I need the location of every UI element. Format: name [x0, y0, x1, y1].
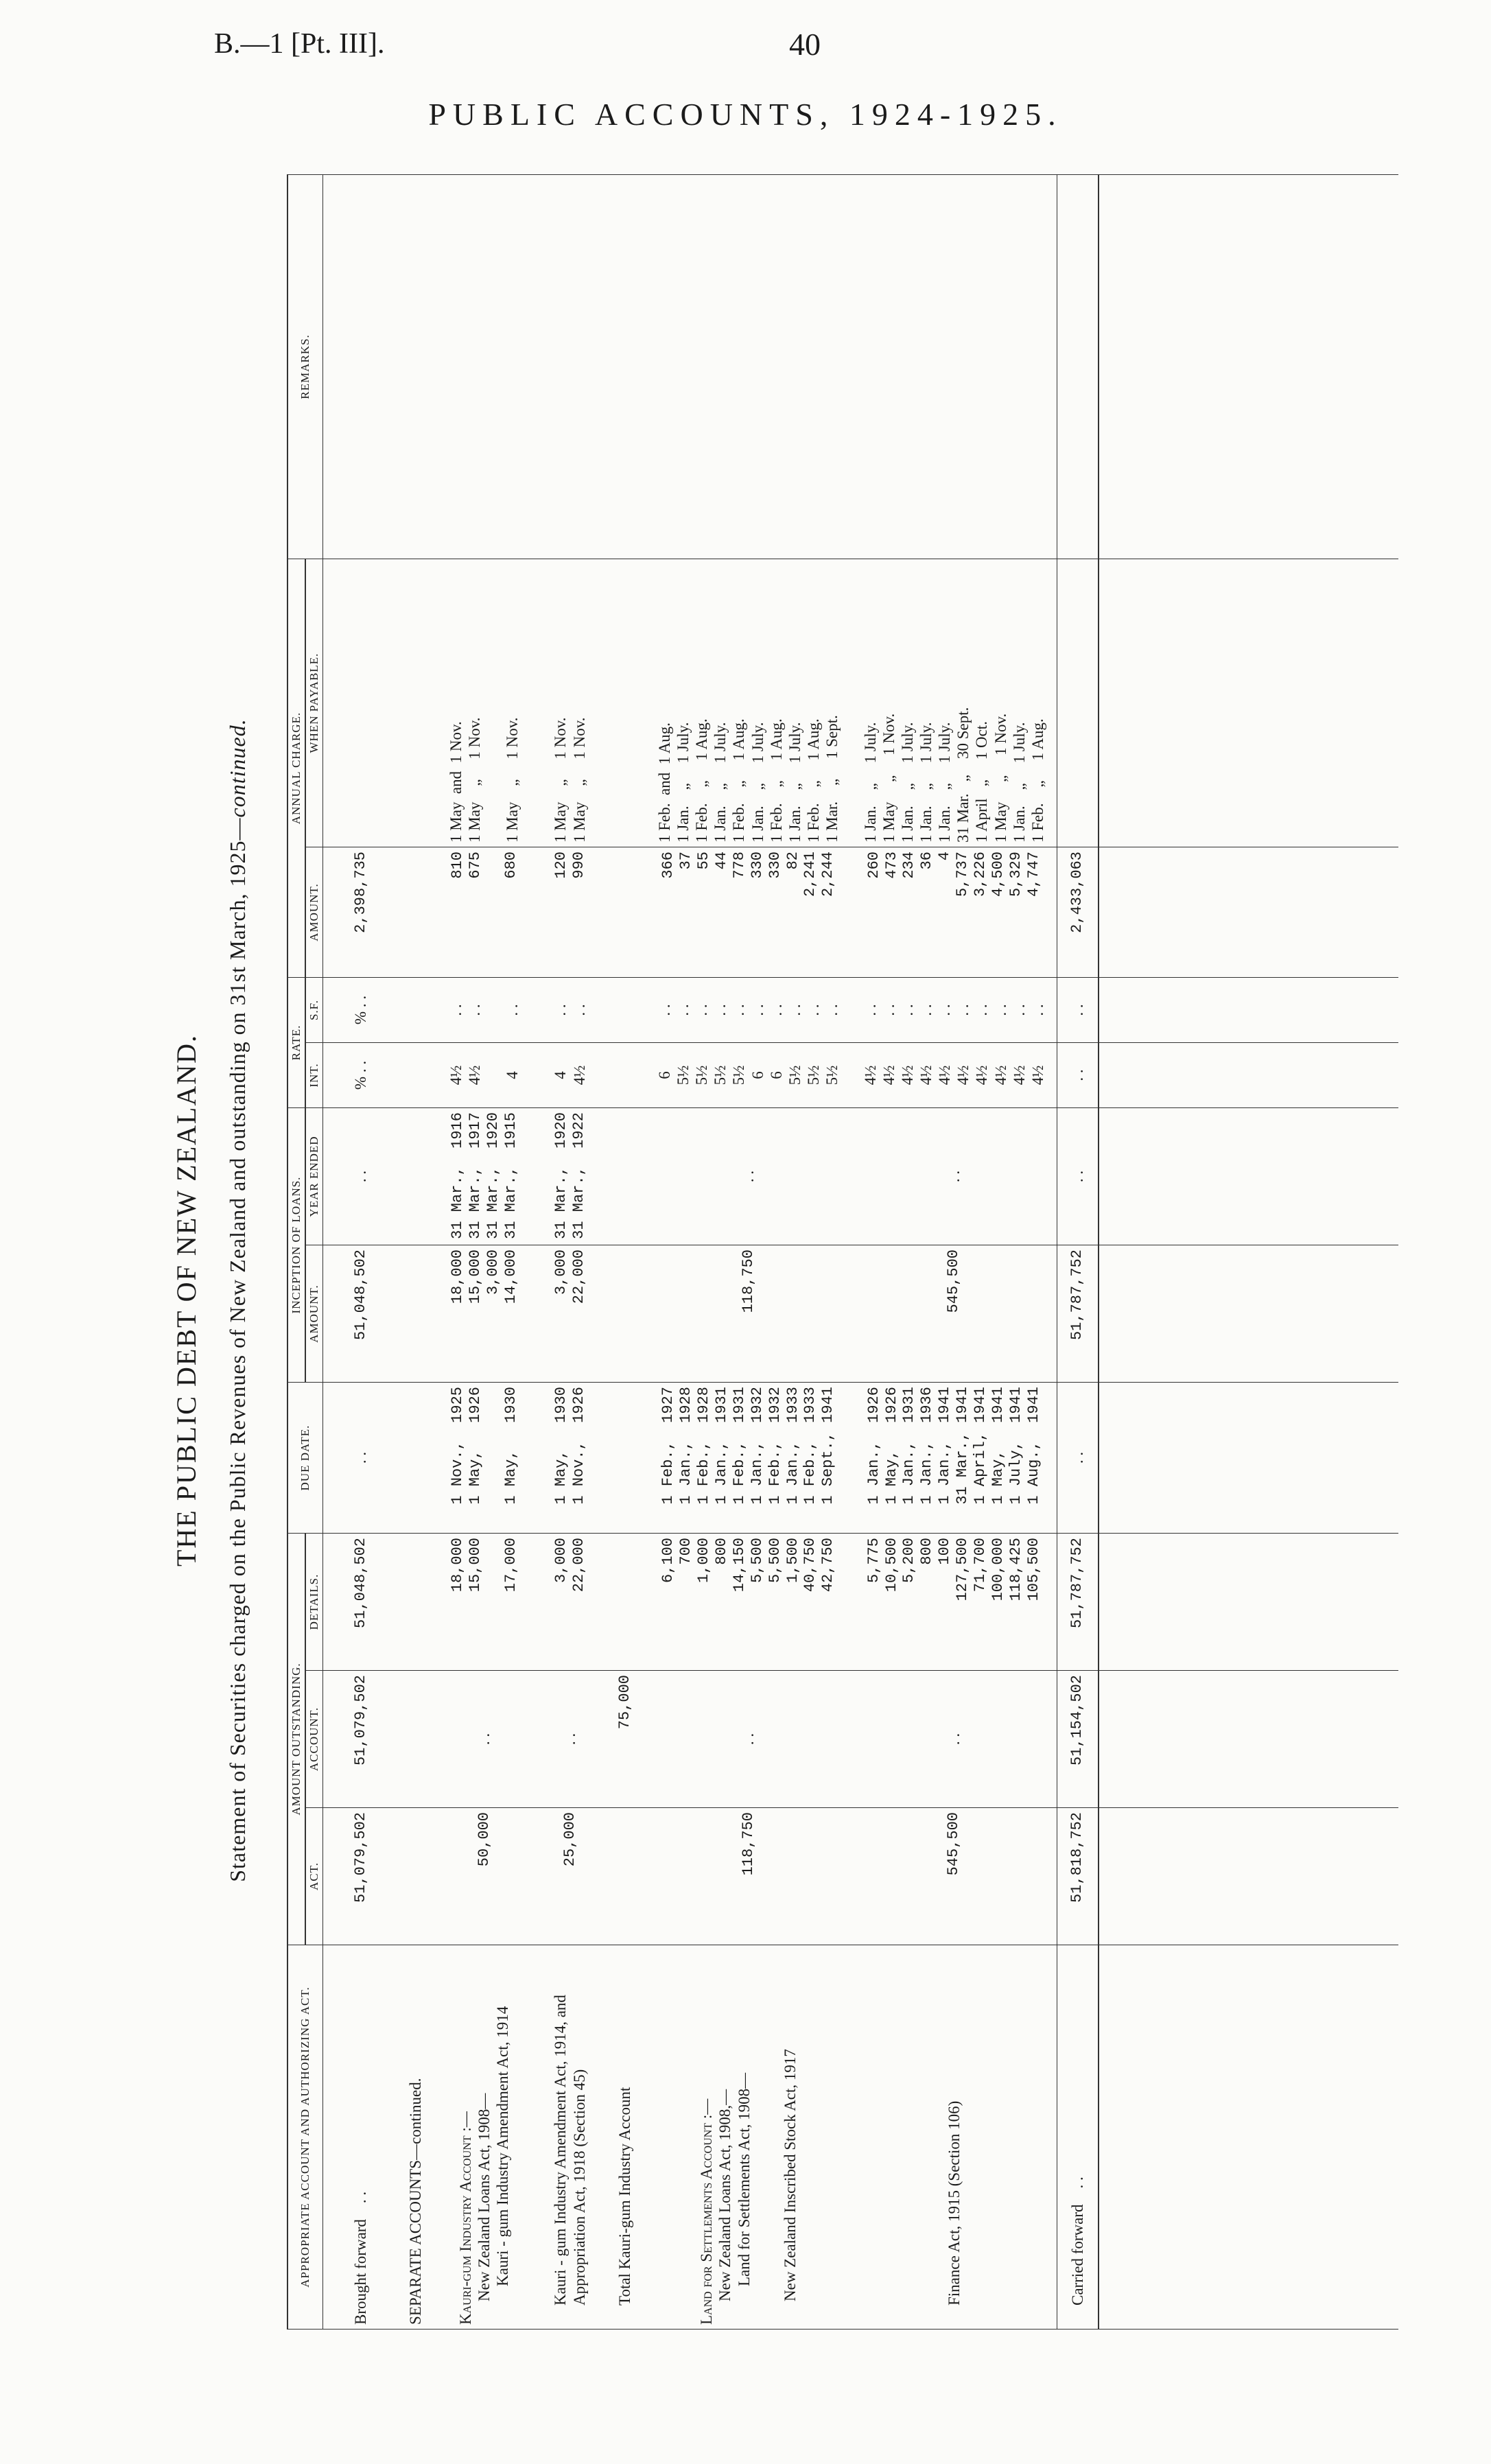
empty-cell	[1099, 1945, 1398, 2330]
empty-cell	[1099, 1043, 1398, 1108]
act-cell: 118,750	[646, 1808, 852, 1945]
empty-cell	[1099, 1534, 1398, 1671]
act-line: Kauri - gum Industry Amendment Act, 1914	[494, 2006, 512, 2286]
sf-cell: . . . . . .	[433, 978, 536, 1043]
empty-cell	[1099, 847, 1398, 978]
amount-cell: 118,750	[646, 1245, 852, 1383]
int-cell: . .	[1057, 1043, 1099, 1108]
table-row	[646, 175, 852, 2330]
int-cell: 6 5½ 5½ 5½ 5½ 6 6 5½ 5½ 5½	[646, 1043, 852, 1108]
empty-cell	[399, 847, 433, 978]
empty-cell	[399, 978, 433, 1043]
empty-cell	[399, 1108, 433, 1245]
statement-subtitle	[225, 168, 250, 2432]
amount-cell: 51,048,502	[323, 1245, 399, 1383]
col-when-payable: WHEN PAYABLE.	[305, 559, 323, 847]
when-cell: 1 May and 1 Nov. 1 May „ 1 Nov. 1 May „ 1 Nov.	[433, 559, 536, 847]
account-cell: . .	[646, 1671, 852, 1808]
row-label-text: Carried forward	[1068, 2204, 1086, 2305]
act-cell: 25,000	[536, 1808, 604, 1945]
due-cell: 1 Jan., 1926 1 May, 1926 1 Jan., 1931 1 Jan., 1936 1 Jan., 1941 31 Mar., 1941 1 April, 1941 1 May, 1941 1 July, 1941 1 Aug., 1941	[852, 1383, 1057, 1534]
act-line: New Zealand Loans Act, 1908—	[476, 2093, 493, 2301]
sf-cell: . .	[1057, 978, 1099, 1043]
table-row	[433, 175, 536, 2330]
empty-cell	[604, 847, 646, 978]
empty-cell	[604, 1383, 646, 1534]
table-row	[323, 175, 399, 2330]
empty-cell	[604, 1808, 646, 1945]
remarks-cell	[323, 175, 399, 559]
empty-cell	[399, 175, 433, 559]
empty-cell	[604, 1043, 646, 1108]
table-row	[852, 175, 1057, 2330]
empty-cell	[604, 978, 646, 1043]
charge-cell: 366 37 55 44 778 330 330 82 2,241 2,244	[646, 847, 852, 978]
due-cell: 1 Nov., 1925 1 May, 1926 1 May, 1930	[433, 1383, 536, 1534]
empty-cell	[604, 1245, 646, 1383]
public-debt-table	[287, 174, 1398, 2330]
leader-dots: . .	[352, 2191, 370, 2204]
act-line: New Zealand Loans Act, 1908,—	[716, 2089, 734, 2301]
act-cell: 545,500	[852, 1808, 1057, 1945]
year-cell: . .	[1057, 1108, 1099, 1245]
table-row	[1057, 175, 1099, 2330]
act-cell: 51,079,502	[323, 1808, 399, 1945]
empty-cell	[399, 1043, 433, 1108]
act-line: New Zealand Inscribed Stock Act, 1917	[781, 2049, 799, 2301]
int-cell: 4 4½	[536, 1043, 604, 1108]
statement-subtitle-continued: continued.	[225, 718, 250, 818]
section-label: SEPARATE ACCOUNTS—continued.	[399, 1945, 433, 2330]
table-row	[536, 175, 604, 2330]
when-cell: 1 Jan. „ 1 July. 1 May „ 1 Nov. 1 Jan. „ 1 July. 1 Jan. „ 1 July. 1 Jan. „ 1 July. 31 Mar. „ 30 Sept. 1 April „ 1 Oct. 1 May „ 1 Nov. 1 Jan. „ 1 July. 1 Feb. „ 1 Aug.	[852, 559, 1057, 847]
empty-cell	[1099, 1245, 1398, 1383]
year-cell: . .	[646, 1108, 852, 1245]
details-cell: 5,775 10,500 5,200 800 100 127,500 71,700 100,000 118,425 105,500	[852, 1534, 1057, 1671]
remarks-cell	[852, 175, 1057, 559]
int-cell: 4½ 4½ 4	[433, 1043, 536, 1108]
amount-cell: 18,000 15,000 3,000 14,000	[433, 1245, 536, 1383]
empty-cell	[399, 1671, 433, 1808]
empty-cell	[1099, 1108, 1398, 1245]
header-row-1	[287, 175, 305, 2330]
col-act: ACT.	[305, 1808, 323, 1945]
account-heading: Kauri-gum Industry Account :—	[456, 2111, 474, 2325]
sf-cell: . . . . . . . . . . . . . . . . . . . .	[646, 978, 852, 1043]
charge-cell: 120 990	[536, 847, 604, 978]
empty-cell	[604, 1108, 646, 1245]
row-label: Kauri - gum Industry Amendment Act, 1914, and Appropriation Act, 1918 (Section 45)	[536, 1945, 604, 2330]
year-cell: . .	[852, 1108, 1057, 1245]
charge-cell: 2,398,735	[323, 847, 399, 978]
account-cell: 51,079,502	[323, 1671, 399, 1808]
remarks-cell	[536, 175, 604, 559]
row-label	[323, 1945, 399, 2330]
amount-cell: 3,000 22,000	[536, 1245, 604, 1383]
row-label	[433, 1945, 536, 2330]
empty-cell	[399, 1245, 433, 1383]
col-annual-amount: AMOUNT.	[305, 847, 323, 978]
remarks-cell	[1057, 175, 1099, 559]
empty-cell	[399, 559, 433, 847]
row-label	[646, 1945, 852, 2330]
col-account: ACCOUNT.	[305, 1671, 323, 1808]
col-year-ended: YEAR ENDED	[305, 1108, 323, 1245]
empty-cell	[604, 559, 646, 847]
col-remarks: REMARKS.	[287, 175, 323, 559]
empty-cell	[1099, 1383, 1398, 1534]
due-cell: 1 May, 1930 1 Nov., 1926	[536, 1383, 604, 1534]
due-cell: 1 Feb., 1927 1 Jan., 1928 1 Feb., 1928 1 Jan., 1931 1 Feb., 1931 1 Jan., 1932 1 Feb., 1932 1 Jan., 1933 1 Feb., 1933 1 Sept., 1941	[646, 1383, 852, 1534]
empty-cell	[399, 1383, 433, 1534]
rotated-statement	[156, 168, 1433, 2432]
when-cell: 1 Feb. and 1 Aug. 1 Jan. „ 1 July. 1 Feb. „ 1 Aug. 1 Jan. „ 1 July. 1 Feb. „ 1 Aug. 1 Jan. „ 1 July. 1 Feb. „ 1 Aug. 1 Jan. „ 1 July. 1 Feb. „ 1 Aug. 1 Mar. „ 1 Sept.	[646, 559, 852, 847]
account-cell: . .	[536, 1671, 604, 1808]
int-cell: % . .	[323, 1043, 399, 1108]
sf-cell: . . . . . . . . . . . . . . . . . . . .	[852, 978, 1057, 1043]
col-sf: S.F.	[305, 978, 323, 1043]
details-cell: 3,000 22,000	[536, 1534, 604, 1671]
empty-cell	[1099, 559, 1398, 847]
account-heading: Land for Settlements Account :—	[698, 2098, 716, 2325]
details-cell: 6,100 700 1,000 800 14,150 5,500 5,500 1,500 40,750 42,750	[646, 1534, 852, 1671]
empty-cell	[399, 1534, 433, 1671]
statement-title: THE PUBLIC DEBT OF NEW ZEALAND.	[171, 1033, 202, 1567]
year-cell: 31 Mar., 1920 31 Mar., 1922	[536, 1108, 604, 1245]
empty-cell	[604, 175, 646, 559]
empty-cell	[1099, 978, 1398, 1043]
col-amount: AMOUNT.	[305, 1245, 323, 1383]
remarks-cell	[433, 175, 536, 559]
col-rate: RATE.	[287, 978, 305, 1108]
table-row	[399, 175, 433, 2330]
details-cell: 51,048,502	[323, 1534, 399, 1671]
due-cell: . .	[323, 1383, 399, 1534]
col-int: INT.	[305, 1043, 323, 1108]
account-cell: . .	[433, 1671, 536, 1808]
remarks-cell	[646, 175, 852, 559]
row-label	[1057, 1945, 1099, 2330]
account-cell: 75,000	[604, 1671, 646, 1808]
year-cell: . .	[323, 1108, 399, 1245]
empty-cell	[399, 1808, 433, 1945]
col-details: DETAILS.	[305, 1534, 323, 1671]
col-account-act: APPROPRIATE ACCOUNT AND AUTHORIZING ACT.	[287, 1945, 323, 2330]
page-title: PUBLIC ACCOUNTS, 1924-1925.	[428, 97, 1063, 132]
row-label: Finance Act, 1915 (Section 106)	[852, 1945, 1057, 2330]
row-label: Total Kauri-gum Industry Account	[604, 1945, 646, 2330]
act-cell: 51,818,752	[1057, 1808, 1099, 1945]
col-inception: INCEPTION OF LOANS.	[287, 1108, 305, 1383]
sf-cell: % . .	[323, 978, 399, 1043]
year-cell: 31 Mar., 1916 31 Mar., 1917 31 Mar., 1920 31 Mar., 1915	[433, 1108, 536, 1245]
act-line: Land for Settlements Act, 1908—	[735, 2072, 753, 2286]
amount-cell: 545,500	[852, 1245, 1057, 1383]
charge-cell: 810 675 680	[433, 847, 536, 978]
account-cell: . .	[852, 1671, 1057, 1808]
empty-cell	[1099, 175, 1398, 559]
table-row	[604, 175, 646, 2330]
row-label-text: Brought forward	[352, 2219, 370, 2325]
when-cell	[323, 559, 399, 847]
amount-cell: 51,787,752	[1057, 1245, 1099, 1383]
sf-cell: . . . .	[536, 978, 604, 1043]
page-header-left: B.—1 [Pt. III].	[214, 28, 385, 60]
details-cell: 51,787,752	[1057, 1534, 1099, 1671]
col-due-date: DUE DATE.	[287, 1383, 323, 1534]
account-cell: 51,154,502	[1057, 1671, 1099, 1808]
act-cell: 50,000	[433, 1808, 536, 1945]
col-annual-charge: ANNUAL CHARGE.	[287, 559, 305, 978]
charge-cell: 260 473 234 36 4 5,737 3,226 4,500 5,329 4,747	[852, 847, 1057, 978]
due-cell: . .	[1057, 1383, 1099, 1534]
empty-cell	[1099, 1671, 1398, 1808]
col-amount-outstanding: AMOUNT OUTSTANDING.	[287, 1534, 305, 1945]
when-cell: 1 May „ 1 Nov. 1 May „ 1 Nov.	[536, 559, 604, 847]
empty-cell	[604, 1534, 646, 1671]
page-number: 40	[789, 27, 821, 62]
statement-subtitle-text: Statement of Securities charged on the Public Revenues of New Zealand and outstanding on 31st March, 1925—	[225, 817, 250, 1882]
when-cell	[1057, 559, 1099, 847]
int-cell: 4½ 4½ 4½ 4½ 4½ 4½ 4½ 4½ 4½ 4½	[852, 1043, 1057, 1108]
table-filler-row	[1099, 175, 1398, 2330]
details-cell: 18,000 15,000 17,000	[433, 1534, 536, 1671]
empty-cell	[1099, 1808, 1398, 1945]
charge-cell: 2,433,063	[1057, 847, 1099, 978]
leader-dots: . .	[1068, 2176, 1086, 2189]
